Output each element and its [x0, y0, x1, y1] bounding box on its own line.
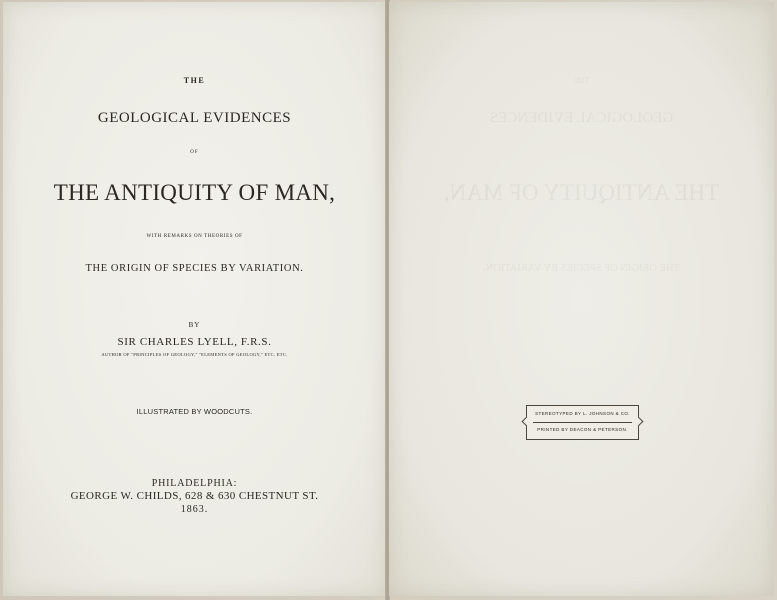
publication-city: PHILADELPHIA: [151, 478, 238, 489]
by-line: BY [188, 321, 201, 329]
bleed-through-text: THE ORIGIN OF SPECIES BY VARIATION. [483, 263, 680, 274]
title-of: OF [190, 150, 199, 155]
remarks-line: WITH REMARKS ON THEORIES OF [146, 234, 243, 239]
stereotyper-line: STEREOTYPED BY L. JOHNSON & CO. [535, 411, 630, 416]
title-page [3, 2, 386, 596]
publication-year: 1863. [180, 504, 209, 515]
printer-imprint-box [526, 405, 639, 440]
title-line-1: GEOLOGICAL EVIDENCES [97, 110, 292, 126]
imprint-divider [533, 422, 632, 423]
bleed-through-text: THE [573, 76, 590, 85]
author-works: AUTHOR OF "PRINCIPLES OF GEOLOGY," "ELEMENTS OF GEOLOGY," ETC. ETC. [101, 352, 288, 357]
title-line-2: THE ANTIQUITY OF MAN, [53, 180, 336, 205]
verso-page [389, 2, 774, 596]
subtitle: THE ORIGIN OF SPECIES BY VARIATION. [85, 263, 304, 274]
publisher: GEORGE W. CHILDS, 628 & 630 CHESTNUT ST. [70, 490, 319, 502]
printer-line: PRINTED BY DEACON & PETERSON. [537, 427, 628, 432]
title-article: THE [183, 76, 206, 85]
author-name: SIR CHARLES LYELL, F.R.S. [117, 336, 272, 348]
bleed-through-text: GEOLOGICAL EVIDENCES [489, 110, 674, 126]
illustration-note: ILLUSTRATED BY WOODCUTS. [136, 407, 253, 416]
bleed-through-text: THE ANTIQUITY OF MAN, [443, 180, 720, 205]
